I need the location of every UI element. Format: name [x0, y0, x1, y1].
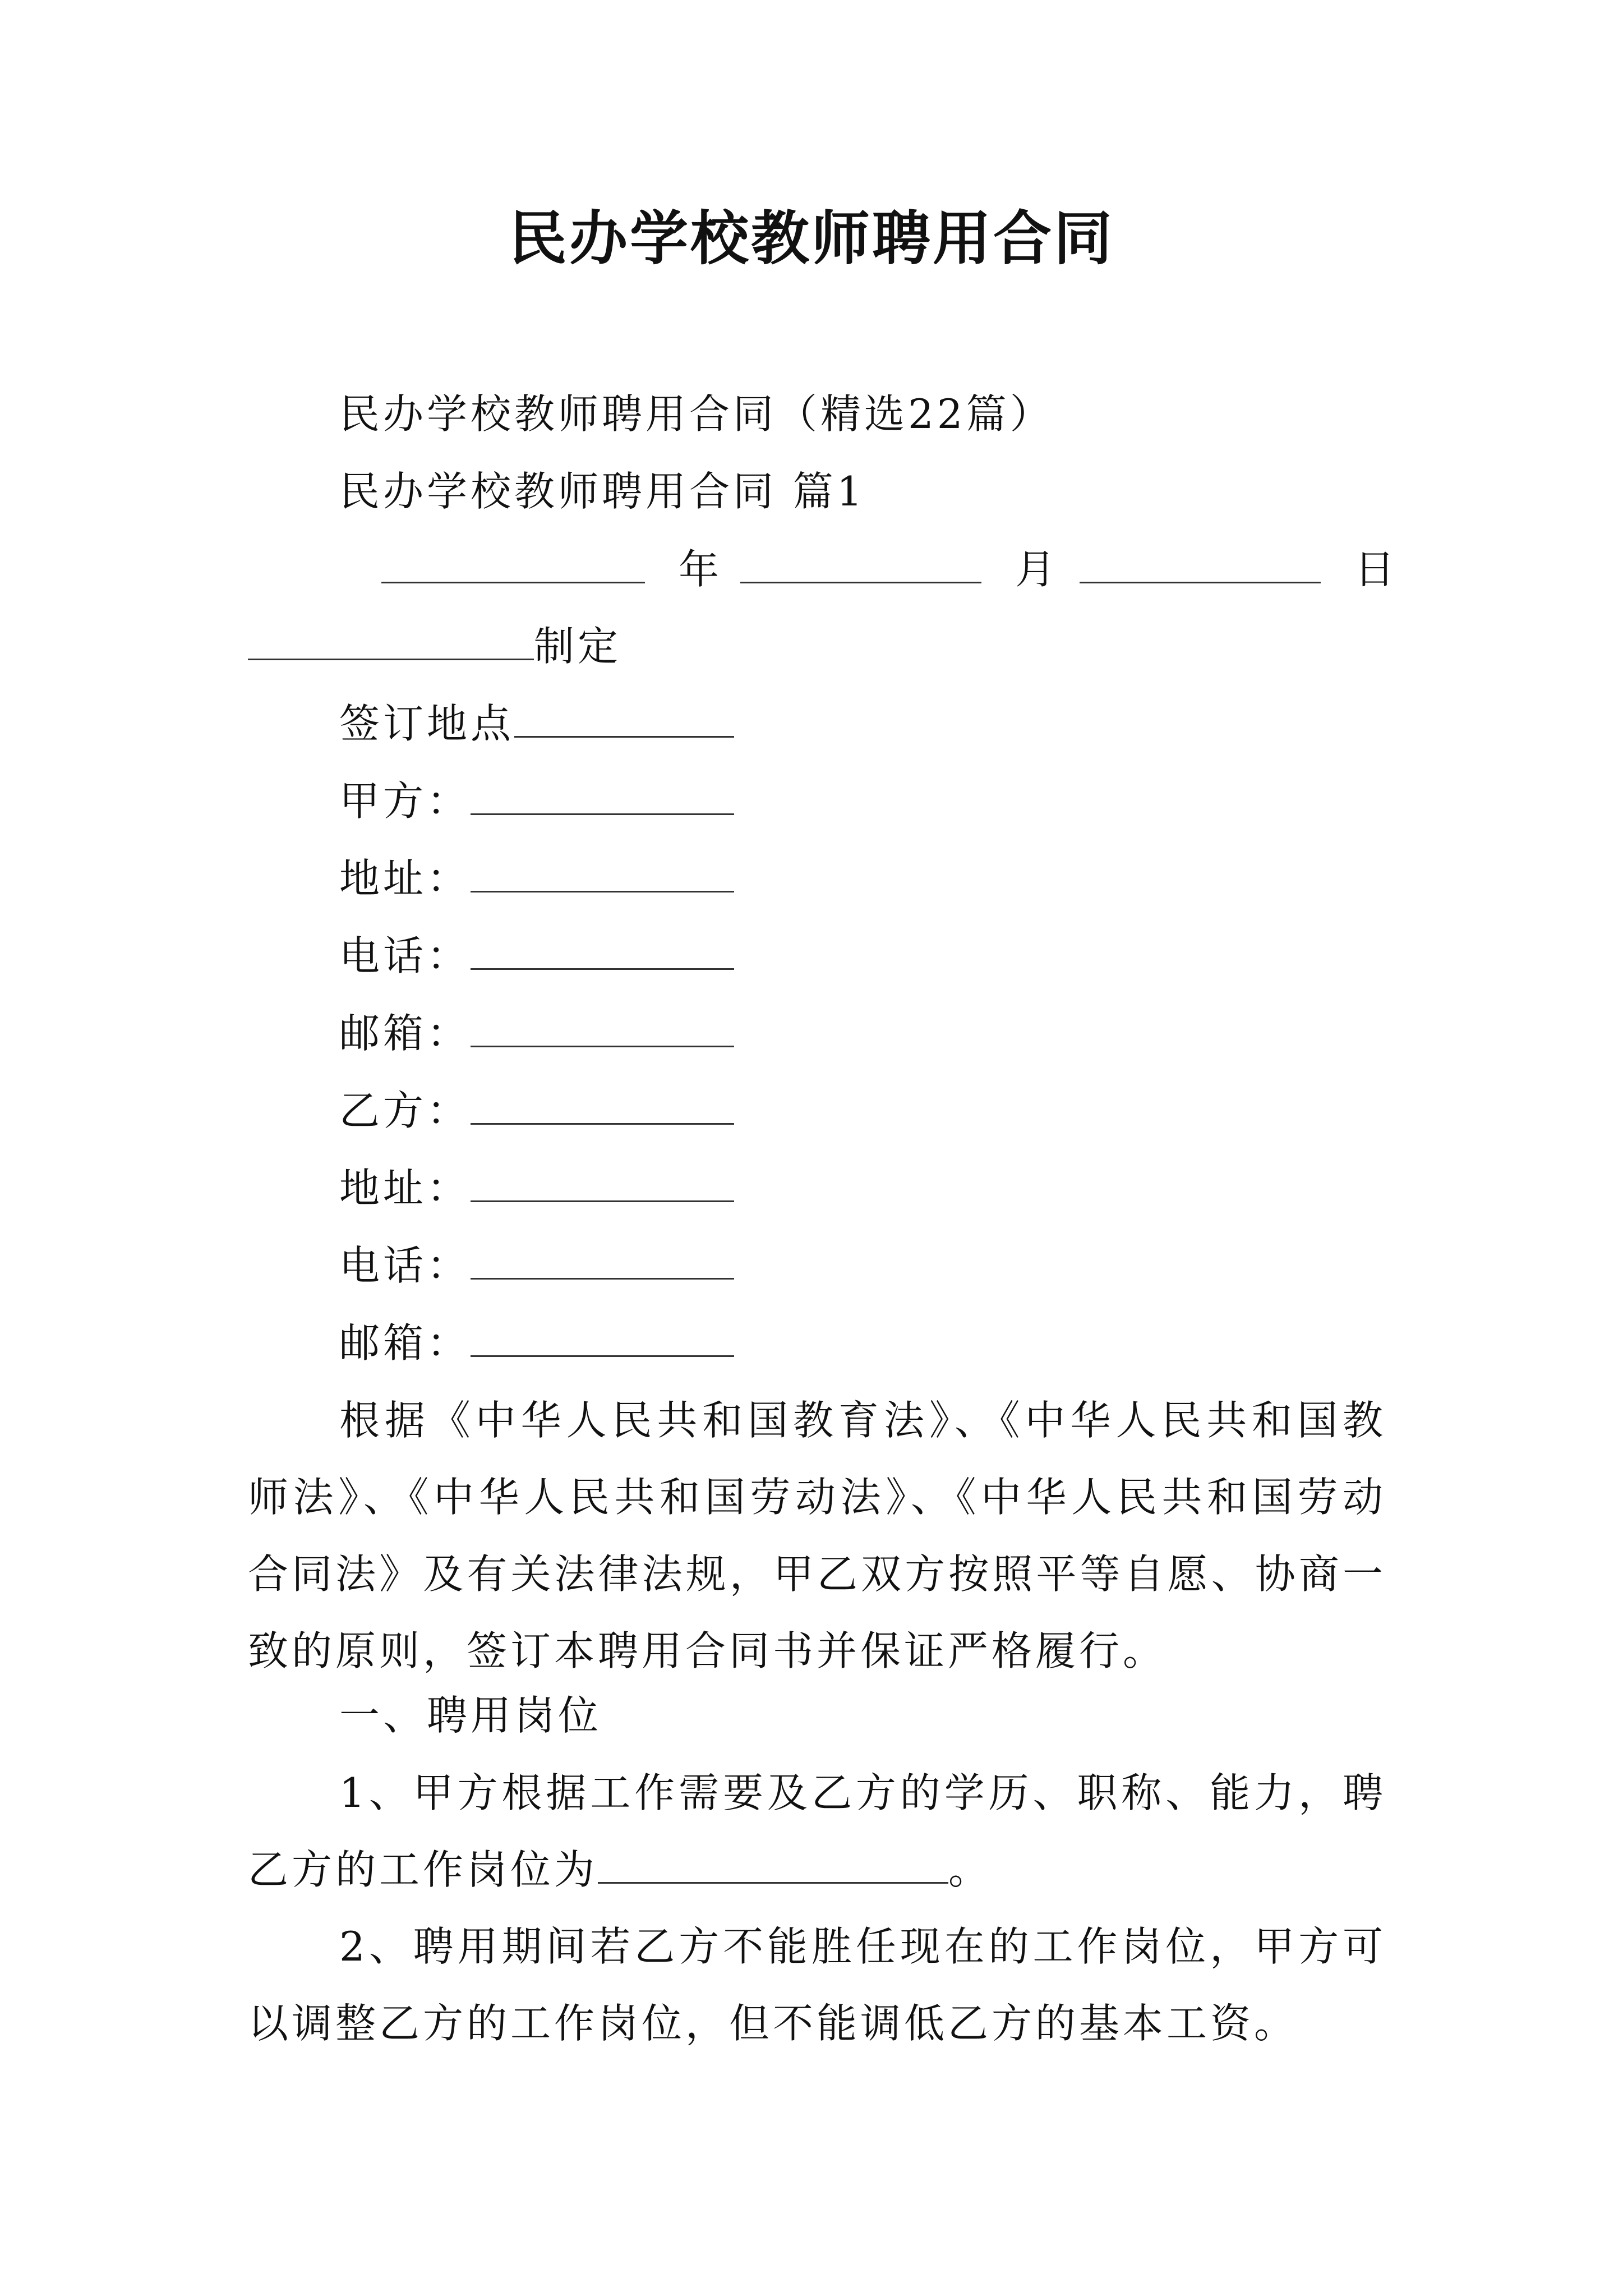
party-a-address-blank[interactable] — [471, 855, 734, 892]
party-a-phone-row — [339, 928, 734, 984]
party-a-address-row — [339, 850, 734, 907]
clause-1-text: 1、甲方根据工作需要及乙方的学历、职称、能力，聘乙方的工作岗位为 — [248, 1769, 1386, 1893]
party-a-phone-blank[interactable] — [471, 932, 734, 970]
party-a-address-label: 地址： — [339, 855, 471, 902]
year-blank[interactable] — [381, 541, 645, 597]
made-label: 制定 — [534, 623, 622, 670]
party-b-address-row — [339, 1160, 734, 1216]
sign-place-label: 签订地点 — [339, 700, 515, 747]
month-label: 月 — [1015, 546, 1056, 593]
month-blank[interactable] — [740, 541, 981, 597]
party-a-email-label: 邮箱： — [339, 1010, 471, 1057]
clause-1-end: 。 — [948, 1846, 993, 1893]
party-b-email-row — [339, 1315, 734, 1371]
party-b-label: 乙方： — [339, 1087, 471, 1134]
preamble-paragraph: 根据《中华人民共和国教育法》、《中华人民共和国教师法》、《中华人民共和国劳动法》、《中华人民共和国劳动合同法》及有关法律法规，甲乙双方按照平等自愿、协商一致的原则，签订本聘用合同书并保证严格履行。 — [248, 1397, 1386, 1674]
party-b-address-label: 地址： — [339, 1165, 471, 1212]
party-a-blank[interactable] — [471, 777, 734, 815]
job-position-blank[interactable] — [598, 1848, 948, 1884]
party-a-email-blank[interactable] — [471, 1010, 734, 1047]
clause-2-paragraph: 2、聘用期间若乙方不能胜任现在的工作岗位，甲方可以调整乙方的工作岗位，但不能调低乙方的基本工资。 — [248, 1923, 1386, 2047]
party-b-email-label: 邮箱： — [339, 1319, 471, 1366]
section-heading: 民办学校教师聘用合同 篇1 — [339, 468, 866, 515]
document-title: 民办学校教师聘用合同 — [508, 204, 1114, 273]
party-a-row — [339, 773, 734, 829]
party-b-phone-blank[interactable] — [471, 1242, 734, 1280]
party-b-phone-row — [339, 1237, 734, 1294]
party-b-blank[interactable] — [471, 1087, 734, 1125]
party-b-phone-label: 电话： — [339, 1242, 471, 1289]
party-b-email-blank[interactable] — [471, 1319, 734, 1357]
made-row — [248, 618, 621, 674]
party-a-phone-label: 电话： — [339, 932, 471, 979]
made-blank[interactable] — [248, 623, 534, 660]
party-b-address-blank[interactable] — [471, 1165, 734, 1202]
article-1-title: 一、聘用岗位 — [339, 1692, 602, 1739]
day-blank[interactable] — [1080, 541, 1321, 597]
party-b-row — [339, 1083, 734, 1139]
day-label: 日 — [1354, 546, 1395, 593]
sign-place-row — [339, 696, 734, 752]
party-a-label: 甲方： — [339, 777, 471, 825]
clause-1-paragraph — [248, 1755, 1386, 1908]
sign-place-blank[interactable] — [514, 700, 734, 738]
document-subtitle: 民办学校教师聘用合同（精选22篇） — [339, 390, 1054, 438]
party-a-email-row — [339, 1005, 734, 1061]
year-label: 年 — [679, 546, 720, 593]
